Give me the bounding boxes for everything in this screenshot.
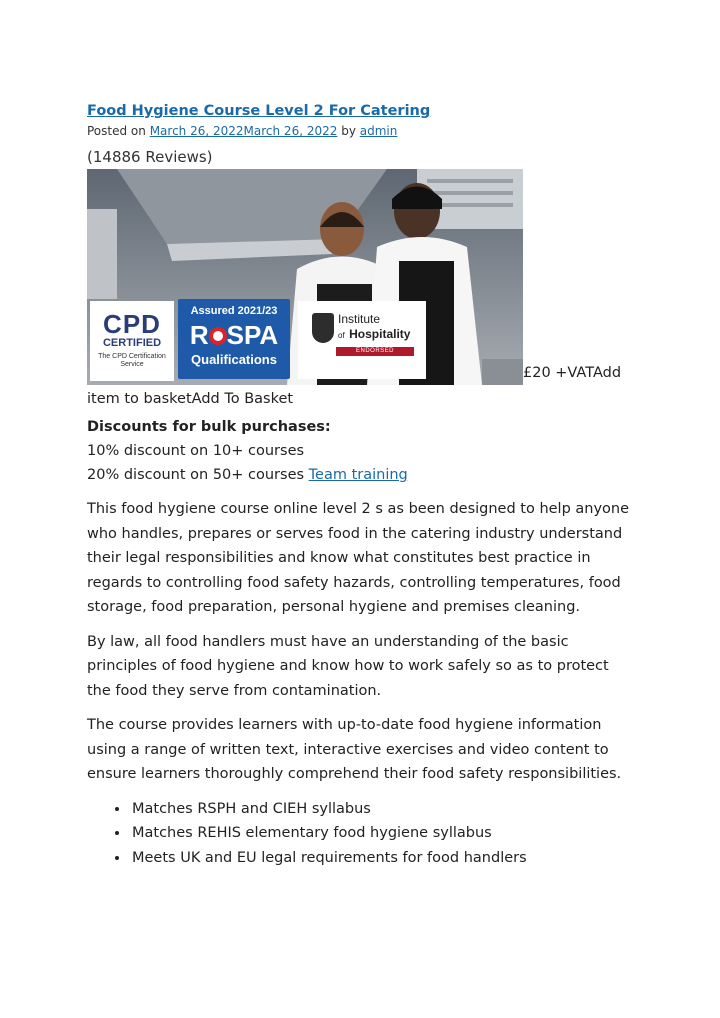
discount-20-line <box>87 463 632 487</box>
rospa-badge <box>178 299 290 379</box>
law-paragraph: By law, all food handlers must have an understanding of the basic principles of food hygiene and know how to work safely so as to protect the food they serve from contamination. <box>87 633 609 699</box>
cpd-certified-text: CERTIFIED <box>102 337 162 349</box>
by-label: by <box>341 124 356 138</box>
product-image <box>87 169 523 385</box>
list-item: • Matches REHIS elementary food hygiene syllabus <box>130 821 632 846</box>
discounts-heading: Discounts for bulk purchases: <box>87 419 331 435</box>
cpd-service-line2: Service <box>120 361 144 368</box>
rospa-r: R <box>189 320 209 350</box>
post-title-link[interactable]: Food Hygiene Course Level 2 For Catering <box>87 103 431 119</box>
cpd-certified-badge <box>90 301 174 381</box>
intro-paragraph: This food hygiene course online level 2 s as been designed to help anyone who handles, prepares or serves food in the catering industry understand their legal responsibilities and know what constitutes best practice in regards to controlling food safety hazards, controlling temperatures, food storage, food preparation, personal hygiene and premises cleaning. <box>87 501 630 615</box>
rospa-qualifications-text: Qualifications <box>191 352 277 367</box>
ioh-hospitality-text: Hospitality <box>349 327 411 341</box>
posted-on-label: Posted on <box>87 124 146 138</box>
course-paragraph: The course provides learners with up-to-date food hygiene information using a range of written text, interactive exercises and video content to ensure learners thoroughly comprehend their food safety responsibilities. <box>87 717 622 782</box>
team-training-link[interactable]: Team training <box>308 467 408 483</box>
rospa-wordmark <box>178 320 290 350</box>
feature-list <box>87 797 632 871</box>
add-to-basket-link[interactable]: item to basketAdd To Basket <box>87 391 294 407</box>
ioh-institute-text: Institute <box>338 312 381 326</box>
ioh-endorsed-band: ENDORSED <box>336 347 414 356</box>
rospa-o-icon <box>209 327 227 345</box>
post-date-link[interactable]: March 26, 2022March 26, 2022 <box>149 124 338 138</box>
crest-icon <box>312 313 334 343</box>
review-count: (14886 Reviews) <box>87 148 213 166</box>
price-add-to-basket-text: £20 +VATAdd <box>523 365 622 381</box>
cpd-service-line1: The CPD Certification <box>98 353 166 360</box>
rospa-assured-text: Assured 2021/23 <box>190 305 278 317</box>
list-item: • Meets UK and EU legal requirements for food handlers <box>130 846 632 871</box>
ioh-of-text: of <box>338 331 345 340</box>
post-meta <box>87 124 632 138</box>
cpd-letters: CPD <box>103 309 161 339</box>
discount-20: 20% discount on 50+ courses <box>87 467 305 483</box>
list-item: • Matches RSPH and CIEH syllabus <box>130 797 632 822</box>
author-link[interactable]: admin <box>359 124 398 138</box>
discount-block <box>87 415 632 487</box>
article <box>87 100 632 870</box>
rospa-spa: SPA <box>226 320 279 350</box>
discount-10: 10% discount on 10+ courses <box>87 443 305 459</box>
institute-of-hospitality-badge <box>298 301 426 379</box>
ioh-hospitality-line <box>338 327 410 343</box>
product-hero-row <box>87 169 632 387</box>
